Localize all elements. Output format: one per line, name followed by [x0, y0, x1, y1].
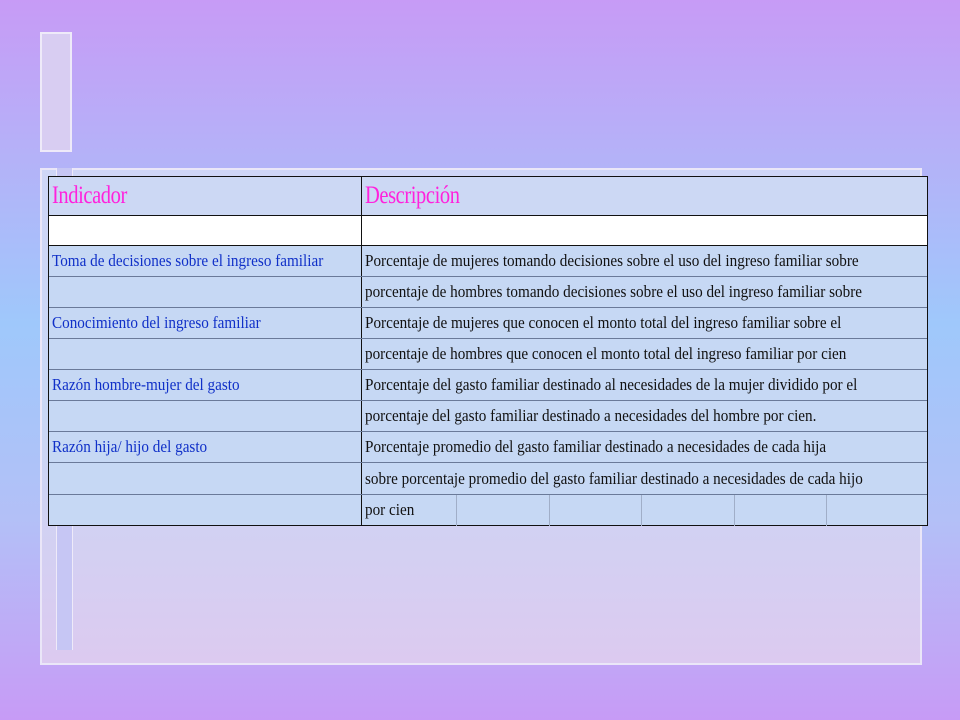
indicator-cell [49, 401, 362, 431]
indicator-cell [49, 277, 362, 307]
table-row [49, 495, 927, 525]
header-cell-indicator [49, 177, 362, 215]
table-row [49, 370, 927, 401]
header-description: Descripción [365, 182, 460, 209]
indicator-cell: Conocimiento del ingreso familiar [49, 308, 362, 338]
decorative-bar-top [40, 32, 72, 152]
header-cell-description [362, 177, 927, 215]
description-cell: por cien [365, 500, 415, 519]
description-cell: porcentaje del gasto familiar destinado a necesidades del hombre por cien. [365, 406, 817, 425]
table-row [49, 339, 927, 370]
description-cell: porcentaje de hombres que conocen el monto total del ingreso familiar por cien [365, 344, 847, 363]
indicator-cell [49, 495, 362, 525]
description-cell: Porcentaje de mujeres que conocen el monto total del ingreso familiar sobre el [365, 313, 842, 332]
description-cell: sobre porcentaje promedio del gasto familiar destinado a necesidades de cada hijo [365, 468, 863, 488]
spacer-cell [49, 216, 362, 245]
table-row [49, 401, 927, 432]
table-header-row [49, 177, 927, 216]
indicator-table [48, 176, 928, 526]
table-row [49, 463, 927, 495]
table-row [49, 246, 927, 277]
indicator-cell: Toma de decisiones sobre el ingreso familiar [49, 246, 362, 276]
indicator-cell [49, 463, 362, 494]
indicator-cell: Razón hombre-mujer del gasto [49, 370, 362, 400]
description-cell: Porcentaje del gasto familiar destinado al necesidades de la mujer dividido por el [365, 375, 858, 394]
description-cell: Porcentaje promedio del gasto familiar destinado a necesidades de cada hija [365, 437, 827, 456]
description-cell: porcentaje de hombres tomando decisiones sobre el uso del ingreso familiar sobre [365, 282, 863, 301]
table-spacer-row [49, 216, 927, 246]
table-row [49, 308, 927, 339]
spacer-cell [362, 216, 927, 245]
description-cell: Porcentaje de mujeres tomando decisiones sobre el uso del ingreso familiar sobre [365, 251, 859, 270]
indicator-cell [49, 339, 362, 369]
table-row [49, 432, 927, 463]
indicator-cell: Razón hija/ hijo del gasto [49, 432, 362, 462]
header-indicator: Indicador [52, 182, 127, 209]
table-row [49, 277, 927, 308]
